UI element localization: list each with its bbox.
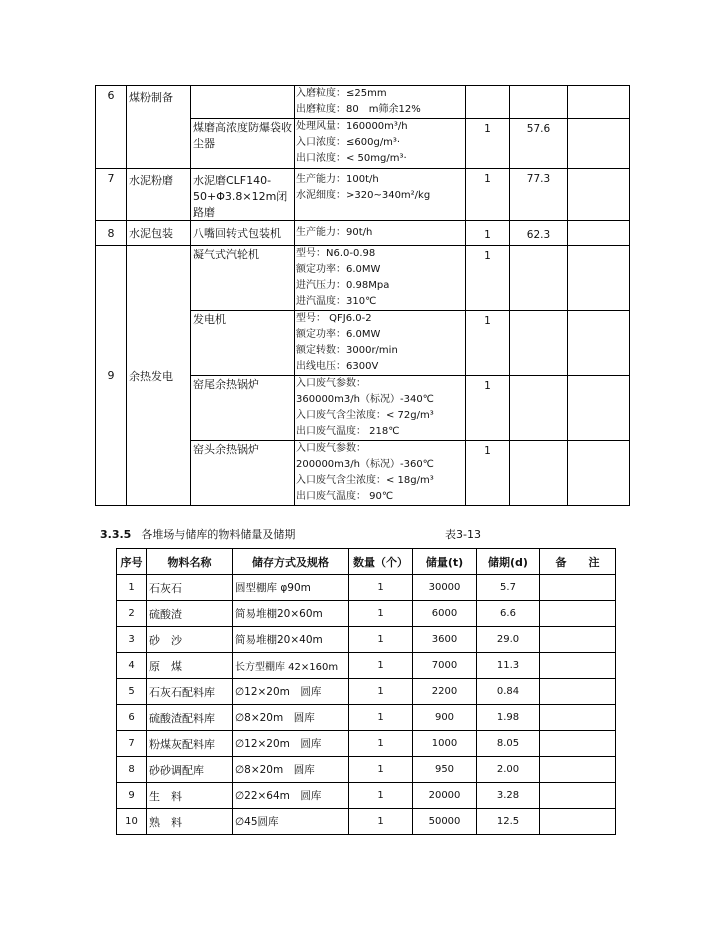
spec-line: 200000m3/h（标况）-360℃ <box>296 459 434 470</box>
spec-line: 额定功率：6.0MW <box>296 329 381 340</box>
note-cell <box>540 731 616 757</box>
section-number: 3.3.5 <box>100 528 132 541</box>
spec-line: 360000m3/h（标况）-340℃ <box>296 394 434 405</box>
process-name: 水泥粉磨 <box>127 169 191 221</box>
note-cell <box>540 627 616 653</box>
table-row <box>96 86 630 119</box>
blank-cell <box>568 221 630 246</box>
equipment-table <box>95 85 630 506</box>
table-row <box>117 627 616 653</box>
note-cell <box>540 601 616 627</box>
spec-line: 水泥细度：>320~340m²/kg <box>296 190 431 201</box>
equipment-name: 水泥磨CLF140-50+Φ3.8×12m闭路磨 <box>191 169 295 221</box>
spec-line: 生产能力：90t/h <box>296 227 373 238</box>
blank-cell <box>568 441 630 506</box>
power-cell: 62.3 <box>510 221 568 246</box>
table-row <box>117 601 616 627</box>
process-name: 煤粉制备 <box>127 86 191 169</box>
spec-line: 入口废气参数： <box>296 443 366 454</box>
amount-cell: 50000 <box>413 809 477 835</box>
spec-line: 出口浓度：< 50mg/m³· <box>296 153 407 164</box>
material-name: 硫酸渣 <box>147 601 233 627</box>
quantity-cell: 1 <box>466 441 510 506</box>
spec-line: 入口浓度：≤600g/m³· <box>296 137 401 148</box>
row-number: 8 <box>117 757 147 783</box>
blank-cell <box>568 119 630 169</box>
row-number: 4 <box>117 653 147 679</box>
row-number: 2 <box>117 601 147 627</box>
material-name: 砂 沙 <box>147 627 233 653</box>
days-cell: 29.0 <box>477 627 540 653</box>
spec-line: 额定转数：3000r/min <box>296 345 398 356</box>
row-number: 1 <box>117 575 147 601</box>
spec-line: 出磨粒度：80 m筛余12% <box>296 104 421 115</box>
table-row <box>117 705 616 731</box>
material-name: 原 煤 <box>147 653 233 679</box>
quantity-cell: 1 <box>466 169 510 221</box>
material-name: 砂砂调配库 <box>147 757 233 783</box>
days-cell: 0.84 <box>477 679 540 705</box>
table-row <box>96 169 630 221</box>
table-row <box>117 679 616 705</box>
spec-cell <box>295 221 466 246</box>
column-header: 序号 <box>117 549 147 575</box>
section-heading <box>100 526 295 542</box>
storage-spec: ∅8×20m 圆库 <box>233 705 349 731</box>
row-number: 6 <box>96 86 127 169</box>
quantity-cell: 1 <box>466 376 510 441</box>
table-row <box>117 783 616 809</box>
column-header: 储量(t) <box>413 549 477 575</box>
spec-line: 出口废气温度： 218℃ <box>296 426 400 437</box>
amount-cell: 900 <box>413 705 477 731</box>
storage-spec: 长方型棚库 42×160m <box>233 653 349 679</box>
table-row <box>117 757 616 783</box>
count-cell: 1 <box>349 601 413 627</box>
material-name: 生 料 <box>147 783 233 809</box>
row-number: 3 <box>117 627 147 653</box>
spec-line: 入口废气含尘浓度：< 72g/m³ <box>296 410 434 421</box>
row-number: 5 <box>117 679 147 705</box>
table-row <box>117 731 616 757</box>
column-header: 储存方式及规格 <box>233 549 349 575</box>
process-name: 余热发电 <box>127 246 191 506</box>
spec-line: 进汽温度：310℃ <box>296 296 377 307</box>
amount-cell: 3600 <box>413 627 477 653</box>
row-number: 6 <box>117 705 147 731</box>
spec-cell <box>295 86 466 119</box>
note-cell <box>540 809 616 835</box>
spec-line: 生产能力：100t/h <box>296 174 379 185</box>
quantity-cell <box>466 86 510 119</box>
table-row <box>117 809 616 835</box>
days-cell: 6.6 <box>477 601 540 627</box>
note-cell <box>540 679 616 705</box>
material-name: 粉煤灰配料库 <box>147 731 233 757</box>
storage-spec: 圆型棚库 φ90m <box>233 575 349 601</box>
amount-cell: 30000 <box>413 575 477 601</box>
count-cell: 1 <box>349 731 413 757</box>
power-cell <box>510 311 568 376</box>
blank-cell <box>568 311 630 376</box>
storage-table <box>116 548 616 835</box>
count-cell: 1 <box>349 757 413 783</box>
spec-line: 型号： QFJ6.0-2 <box>296 313 372 324</box>
process-name: 水泥包装 <box>127 221 191 246</box>
equipment-name <box>191 86 295 119</box>
table-row <box>96 246 630 311</box>
amount-cell: 6000 <box>413 601 477 627</box>
note-cell <box>540 575 616 601</box>
row-number: 7 <box>117 731 147 757</box>
count-cell: 1 <box>349 627 413 653</box>
table-row <box>117 575 616 601</box>
row-number: 8 <box>96 221 127 246</box>
equipment-name: 凝气式汽轮机 <box>191 246 295 311</box>
row-number: 9 <box>96 246 127 506</box>
row-number: 7 <box>96 169 127 221</box>
table-label: 表3-13 <box>445 528 481 541</box>
spec-cell <box>295 246 466 311</box>
days-cell: 1.98 <box>477 705 540 731</box>
equipment-name: 八嘴回转式包装机 <box>191 221 295 246</box>
days-cell: 5.7 <box>477 575 540 601</box>
section-title: 各堆场与储库的物料储量及储期 <box>141 528 296 541</box>
spec-line: 出口废气温度： 90℃ <box>296 491 394 502</box>
equipment-name: 窑头余热锅炉 <box>191 441 295 506</box>
equipment-name: 窑尾余热锅炉 <box>191 376 295 441</box>
blank-cell <box>568 376 630 441</box>
blank-cell <box>568 86 630 119</box>
spec-line: 入磨粒度：≤25mm <box>296 88 387 99</box>
spec-cell <box>295 311 466 376</box>
count-cell: 1 <box>349 783 413 809</box>
days-cell: 3.28 <box>477 783 540 809</box>
table-row <box>96 221 630 246</box>
note-cell <box>540 757 616 783</box>
spec-line: 处理风量：160000m³/h <box>296 121 408 132</box>
note-cell <box>540 653 616 679</box>
equipment-name: 发电机 <box>191 311 295 376</box>
days-cell: 12.5 <box>477 809 540 835</box>
blank-cell <box>568 246 630 311</box>
spec-line: 型号：N6.0-0.98 <box>296 248 376 259</box>
power-cell: 77.3 <box>510 169 568 221</box>
note-cell <box>540 705 616 731</box>
column-header: 数量（个） <box>349 549 413 575</box>
amount-cell: 20000 <box>413 783 477 809</box>
power-cell <box>510 86 568 119</box>
quantity-cell: 1 <box>466 246 510 311</box>
spec-line: 出线电压：6300V <box>296 361 379 372</box>
spec-line: 入口废气参数： <box>296 378 366 389</box>
row-number: 10 <box>117 809 147 835</box>
amount-cell: 2200 <box>413 679 477 705</box>
quantity-cell: 1 <box>466 119 510 169</box>
quantity-cell: 1 <box>466 221 510 246</box>
count-cell: 1 <box>349 575 413 601</box>
blank-cell <box>568 169 630 221</box>
spec-cell <box>295 376 466 441</box>
amount-cell: 7000 <box>413 653 477 679</box>
storage-spec: ∅45圆库 <box>233 809 349 835</box>
count-cell: 1 <box>349 653 413 679</box>
quantity-cell: 1 <box>466 311 510 376</box>
power-cell <box>510 246 568 311</box>
column-header: 储期(d) <box>477 549 540 575</box>
storage-spec: 简易堆棚20×60m <box>233 601 349 627</box>
column-header: 物料名称 <box>147 549 233 575</box>
row-number: 9 <box>117 783 147 809</box>
spec-cell <box>295 119 466 169</box>
storage-spec: ∅8×20m 圆库 <box>233 757 349 783</box>
amount-cell: 950 <box>413 757 477 783</box>
days-cell: 2.00 <box>477 757 540 783</box>
spec-cell <box>295 441 466 506</box>
storage-spec: ∅12×20m 圆库 <box>233 679 349 705</box>
storage-spec: ∅12×20m 圆库 <box>233 731 349 757</box>
note-cell <box>540 783 616 809</box>
days-cell: 11.3 <box>477 653 540 679</box>
power-cell <box>510 376 568 441</box>
amount-cell: 1000 <box>413 731 477 757</box>
equipment-name: 煤磨高浓度防爆袋收尘器 <box>191 119 295 169</box>
power-cell: 57.6 <box>510 119 568 169</box>
material-name: 石灰石 <box>147 575 233 601</box>
material-name: 熟 料 <box>147 809 233 835</box>
power-cell <box>510 441 568 506</box>
storage-spec: ∅22×64m 圆库 <box>233 783 349 809</box>
count-cell: 1 <box>349 705 413 731</box>
spec-line: 额定功率：6.0MW <box>296 264 381 275</box>
storage-spec: 简易堆棚20×40m <box>233 627 349 653</box>
material-name: 硫酸渣配料库 <box>147 705 233 731</box>
spec-line: 进汽压力：0.98Mpa <box>296 280 390 291</box>
header-row <box>117 549 616 575</box>
spec-cell <box>295 169 466 221</box>
count-cell: 1 <box>349 679 413 705</box>
days-cell: 8.05 <box>477 731 540 757</box>
column-header: 备 注 <box>540 549 616 575</box>
count-cell: 1 <box>349 809 413 835</box>
spec-line: 入口废气含尘浓度：< 18g/m³ <box>296 475 434 486</box>
table-row <box>117 653 616 679</box>
material-name: 石灰石配料库 <box>147 679 233 705</box>
